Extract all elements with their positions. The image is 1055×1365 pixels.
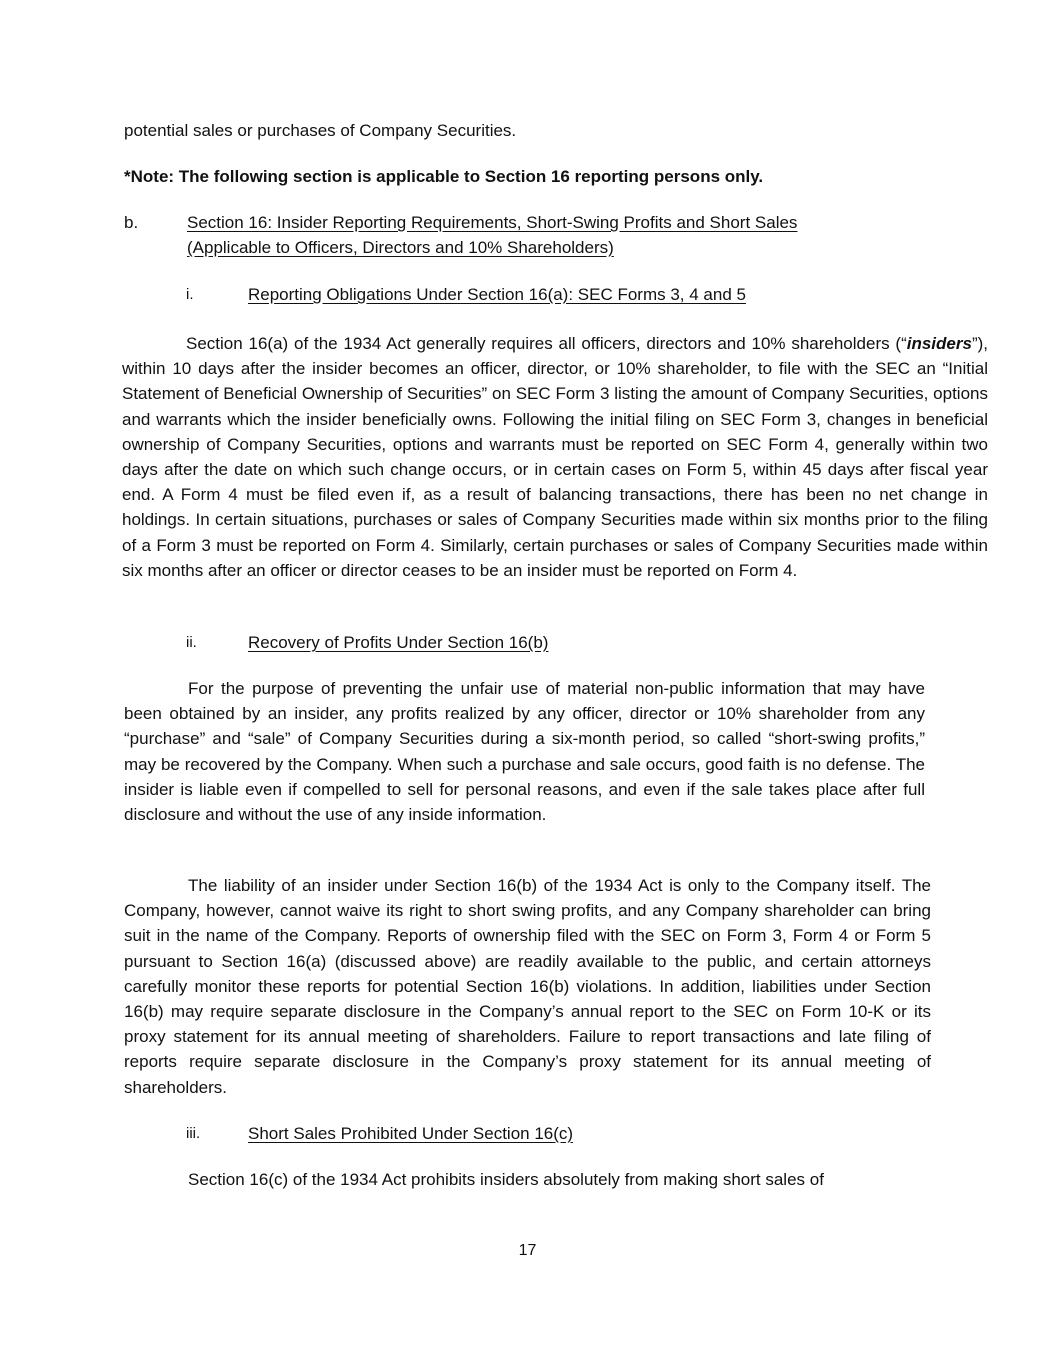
subsection-ii-heading	[186, 630, 886, 656]
paragraph-section-16b-second: The liability of an insider under Section 16(b) of the 1934 Act is only to the Company itself. The Company, however, cannot waive its right to short swing profits, and any Company shareholder can bring suit in the name of the Company. Reports of ownership filed with the SEC on Form 3, Form 4 or Form 5 pursuant to Section 16(a) (discussed above) are readily available to the public, and certain attorneys carefully monitor these reports for potential Section 16(b) violations. In addition, liabilities under Section 16(b) may require separate disclosure in the Company’s annual report to the SEC on Form 10-K or its proxy statement for its annual meeting of shareholders. Failure to report transactions and late filing of reports require separate disclosure in the Company’s proxy statement for its annual meeting of shareholders.	[124, 876, 931, 1097]
subsection-i-title: Reporting Obligations Under Section 16(a): SEC Forms 3, 4 and 5	[248, 285, 746, 304]
section-b-title-line2: (Applicable to Officers, Directors and 10% Shareholders)	[187, 238, 614, 257]
paragraph-section-16a	[122, 331, 988, 583]
subsection-ii-title: Recovery of Profits Under Section 16(b)	[248, 633, 549, 652]
subsection-iii-title: Short Sales Prohibited Under Section 16(c)	[248, 1124, 574, 1143]
paragraph-section-16b-first: For the purpose of preventing the unfair use of material non-public information that may have been obtained by an insider, any profits realized by any officer, director or 10% shareholder from any “purchase” and “sale” of Company Securities during a six-month period, so called “short-swing profits,” may be recovered by the Company. When such a purchase and sale occurs, good faith is no defense. The insider is liable even if compelled to sell for personal reasons, and even if the sale takes place after full disclosure and without the use of any inside information.	[124, 679, 925, 825]
subsection-iii-label: iii.	[186, 1125, 201, 1142]
section-b-title-line1: Section 16: Insider Reporting Requirements, Short-Swing Profits and Short Sales	[187, 213, 798, 232]
page-number: 17	[518, 1242, 537, 1259]
subsection-iii-heading	[186, 1121, 886, 1147]
subsection-i-label: i.	[186, 286, 194, 303]
section-b-label: b.	[124, 213, 139, 232]
subsection-i-heading	[186, 282, 886, 308]
subsection-ii-label: ii.	[186, 634, 197, 651]
paragraph-section-16c: Section 16(c) of the 1934 Act prohibits insiders absolutely from making short sales of	[188, 1170, 824, 1189]
carryover-text: potential sales or purchases of Company Securities.	[124, 121, 517, 140]
section-b-heading	[124, 210, 944, 262]
paragraph-16a-rest: ”), within 10 days after the insider becomes an officer, director, or 10% shareholder, to file with the SEC an “Initial Statement of Beneficial Ownership of Securities” on SEC Form 3 listing the amount of Company Securities, options and warrants which the insider beneficially owns. Following the initial filing on SEC Form 3, changes in beneficial ownership of Company Securities, options and warrants must be reported on SEC Form 4, generally within two days after the date on which such change occurs, or in certain cases on Form 5, within 45 days after fiscal year end. A Form 4 must be filed even if, as a result of balancing transactions, there has been no net change in holdings. In certain situations, purchases or sales of Company Securities made within six months prior to the filing of a Form 3 must be reported on Form 4. Similarly, certain purchases or sales of Company Securities made within six months after an officer or director ceases to be an insider must be reported on Form 4.	[122, 334, 988, 580]
defined-term-insiders: insiders	[906, 334, 972, 353]
section-note: *Note: The following section is applicable to Section 16 reporting persons only.	[124, 167, 764, 186]
paragraph-16a-start: Section 16(a) of the 1934 Act generally requires all officers, directors and 10% shareholders (“	[186, 334, 907, 353]
